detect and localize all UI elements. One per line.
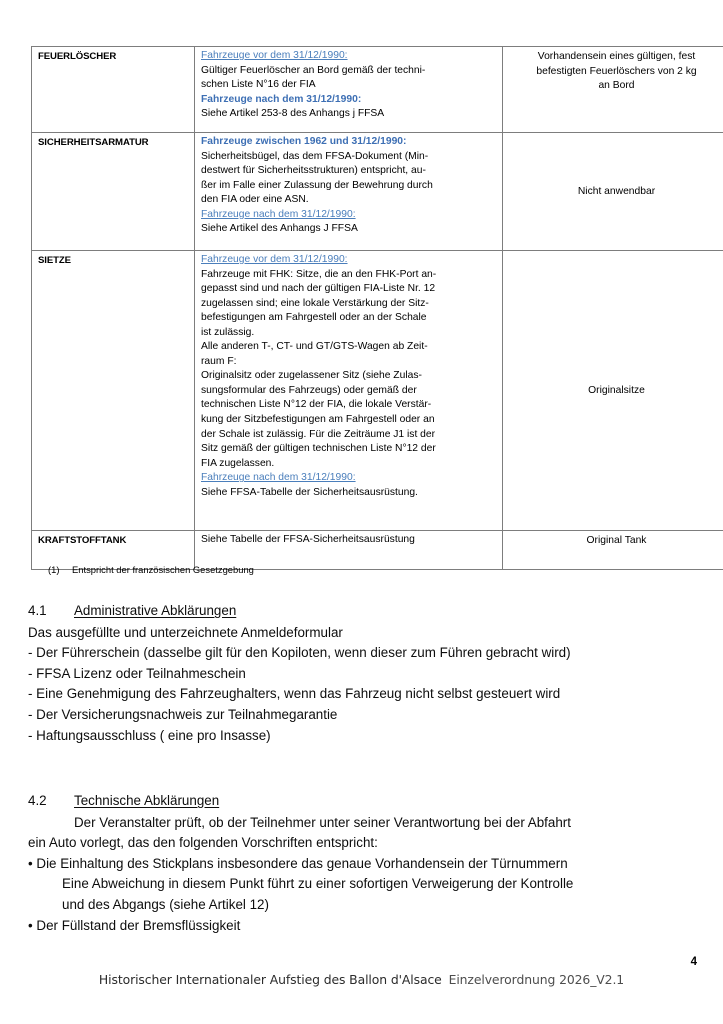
footnote-text: Entspricht der französischen Gesetzgebung: [72, 564, 254, 575]
section-list-item: • Die Einhaltung des Stickplans insbesondere das genaue Vorhandensein der Türnummern: [28, 855, 568, 871]
detail-text: Sicherheitsbügel, das dem FFSA-Dokument (Min-: [201, 150, 429, 162]
detail-text: Sitz gemäß der gültigen technischen Liste N°12 der: [201, 443, 436, 455]
footer-document-version: Einzelverordnung 2026_V2.1: [448, 972, 625, 987]
detail-text: der Schale ist zulässig. Für die Zeiträume J1 ist der: [201, 428, 436, 440]
detail-text: Gültiger Feuerlöscher an Bord gemäß der techni-: [201, 64, 426, 76]
detail-text: Originalsitz oder zugelassener Sitz (siehe Zulas-: [201, 370, 422, 382]
detail-text: Siehe Artikel 253-8 des Anhangs j FFSA: [201, 108, 385, 120]
table-row: [32, 47, 723, 133]
section-line: Der Veranstalter prüft, ob der Teilnehmer unter seiner Verantwortung bei der Abfahrt: [74, 814, 571, 830]
detail-text: Fahrzeuge mit FHK: Sitze, die an den FHK-Port an-: [201, 268, 437, 280]
requirement-text: an Bord: [598, 80, 635, 92]
section-heading: [28, 601, 700, 622]
requirement-text: Original Tank: [586, 535, 647, 546]
detail-text: kung der Sitzbefestigungen am Fahrgestell oder an: [201, 414, 435, 426]
row-category-label: FEUERLÖSCHER: [32, 47, 195, 133]
section-list-item: - Eine Genehmigung des Fahrzeughalters, wenn das Fahrzeug nicht selbst gesteuert wird: [28, 686, 561, 702]
detail-heading: Fahrzeuge nach dem 31/12/1990:: [201, 93, 362, 105]
detail-text: Siehe FFSA-Tabelle der Sicherheitsausrüstung.: [201, 486, 418, 498]
section-line: ein Auto vorlegt, das den folgenden Vorschriften entspricht:: [28, 835, 378, 851]
section-title: Technische Abklärungen: [74, 793, 220, 808]
table-row: [32, 251, 723, 531]
section-list-subline: Eine Abweichung in diesem Punkt führt zu einer sofortigen Verweigerung der Kontrolle: [62, 876, 574, 892]
detail-text: zugelassen sind; eine lokale Verstärkung der Sitz-: [201, 297, 429, 309]
requirement-text: befestigten Feuerlöschers von 2 kg: [536, 65, 697, 77]
row-category-label: SICHERHEITSARMATUR: [32, 133, 195, 251]
section-list-item: - Der Führerschein (dasselbe gilt für den Kopiloten, wenn dieser zum Führen gebracht wird): [28, 645, 571, 661]
detail-text: den FIA oder eine ASN.: [201, 194, 309, 206]
detail-text: Siehe Artikel des Anhangs J FFSA: [201, 223, 358, 235]
detail-text: schen Liste N°16 der FIA: [201, 79, 316, 91]
detail-text: sungsformular des Fahrzeugs) oder gemäß der: [201, 384, 417, 396]
detail-heading: Fahrzeuge vor dem 31/12/1990:: [201, 254, 348, 265]
detail-text: Siehe Tabelle der FFSA-Sicherheitsausrüstung: [201, 534, 415, 545]
section-heading: [28, 791, 700, 812]
section-title: Administrative Abklärungen: [74, 603, 237, 618]
detail-text: ist zulässig.: [201, 326, 255, 338]
detail-heading: Fahrzeuge nach dem 31/12/1990:: [201, 208, 356, 220]
section-number: 4.2: [28, 793, 47, 808]
table-footnote: [48, 563, 254, 576]
section-line: Das ausgefüllte und unterzeichnete Anmeldeformular: [28, 624, 343, 640]
requirement-text: Originalsitze: [588, 384, 645, 396]
section-list-item: - FFSA Lizenz oder Teilnahmeschein: [28, 665, 246, 681]
row-requirement-cell: [503, 133, 723, 251]
footer-event-title: Historischer Internationaler Aufstieg des Ballon d'Alsace: [98, 972, 442, 987]
section-number: 4.1: [28, 603, 47, 618]
row-detail-cell: [195, 133, 503, 251]
footnote-marker: (1): [48, 564, 60, 575]
detail-text: gepasst sind und nach der gültigen FIA-Liste Nr. 12: [201, 283, 436, 295]
requirement-text: Vorhandensein eines gültigen, fest: [537, 51, 696, 62]
detail-heading: Fahrzeuge vor dem 31/12/1990:: [201, 50, 348, 61]
row-detail-cell: [195, 251, 503, 531]
row-detail-cell: [195, 47, 503, 133]
table-row: [32, 133, 723, 251]
requirement-text: Nicht anwendbar: [577, 185, 656, 197]
section-technical: [28, 791, 700, 936]
page-number: 4: [690, 956, 697, 968]
detail-text: ßer im Falle einer Zulassung der Bewehrung durch: [201, 179, 433, 191]
detail-text: FIA zugelassen.: [201, 457, 275, 469]
safety-equipment-table: [31, 46, 723, 570]
section-list-subline: und des Abgangs (siehe Artikel 12): [62, 896, 269, 912]
section-administrative: [28, 601, 700, 746]
section-list-item: - Der Versicherungsnachweis zur Teilnahmegarantie: [28, 706, 338, 722]
detail-text: raum F:: [201, 355, 237, 367]
row-requirement-cell: [503, 47, 723, 133]
section-list-item: • Der Füllstand der Bremsflüssigkeit: [28, 917, 241, 933]
section-list-item: - Haftungsausschluss ( eine pro Insasse): [28, 727, 271, 743]
detail-text: Alle anderen T-, CT- und GT/GTS-Wagen ab Zeit-: [201, 341, 428, 353]
row-requirement-cell: [503, 531, 723, 570]
row-requirement-cell: [503, 251, 723, 531]
detail-heading: Fahrzeuge nach dem 31/12/1990:: [201, 472, 356, 484]
detail-heading: Fahrzeuge zwischen 1962 und 31/12/1990:: [201, 136, 407, 147]
page-footer: [0, 972, 723, 987]
detail-text: technischen Liste N°12 der FIA, die lokale Verstär-: [201, 399, 432, 411]
detail-text: befestigungen am Fahrgestell oder an der Schale: [201, 312, 427, 324]
detail-text: destwert für Sicherheitsstrukturen) entspricht, au-: [201, 165, 426, 177]
row-category-label: KRAFTSTOFFTANK: [32, 531, 195, 570]
row-category-label: SIETZE: [32, 251, 195, 531]
